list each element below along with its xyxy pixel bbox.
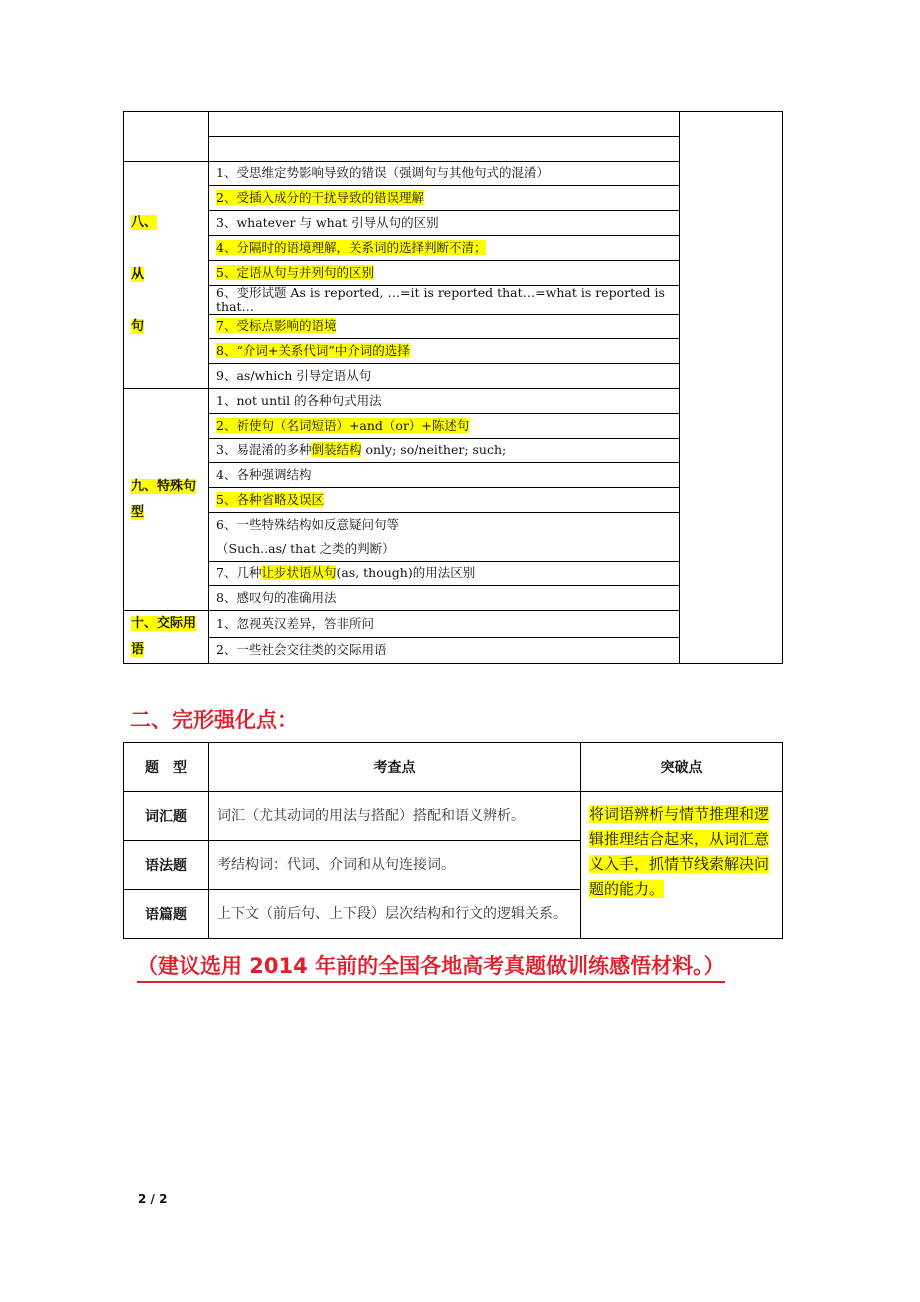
breakthrough-text: 将词语辨析与情节推理和逻辑推理结合起来，从词汇意义入手，抓情节线索解决问题的能力。 <box>589 805 770 898</box>
breakthrough-cell <box>581 792 783 939</box>
item-text: 7、几种让步状语从句(as, though)的用法区别 <box>216 565 476 581</box>
item-text: 9、as/which 引导定语从句 <box>216 368 372 384</box>
list-item <box>209 136 680 161</box>
category-label: 型 <box>131 504 145 520</box>
list-item <box>209 260 680 285</box>
row-desc: 上下文（前后句、上下段）层次结构和行文的逻辑关系。 <box>209 890 581 939</box>
list-item <box>209 561 680 586</box>
highlighted-phrase: 倒装结构 <box>311 442 362 458</box>
category-label: 句 <box>131 318 145 334</box>
cloze-points-table <box>123 742 783 939</box>
list-item <box>209 235 680 260</box>
blank-column <box>680 112 783 664</box>
list-item <box>209 314 680 339</box>
table-row <box>124 112 783 137</box>
item-text: 3、whatever 与 what 引导从句的区别 <box>216 215 439 231</box>
item-text: 4、分隔时的语境理解，关系词的选择判断不清； <box>216 239 487 255</box>
item-text: 8、“介词+关系代词”中介词的选择 <box>216 343 410 359</box>
list-item <box>209 586 680 611</box>
category-cell <box>124 611 209 664</box>
item-text: 5、各种省略及误区 <box>216 492 324 508</box>
list-item <box>209 413 680 438</box>
category-cell <box>124 388 209 610</box>
list-item <box>209 112 680 137</box>
category-label: 八、 <box>131 214 158 230</box>
list-item <box>209 488 680 513</box>
header-breakthrough: 突破点 <box>581 743 783 792</box>
list-item <box>209 463 680 488</box>
category-label: 九、特殊句 <box>131 478 197 494</box>
header-type: 题 型 <box>124 743 209 792</box>
item-text: 6、变形试题 As is reported, …=it is reported that…=what is reported is that… <box>216 284 665 314</box>
category-cell <box>124 112 209 162</box>
item-text: 8、感叹句的准确用法 <box>216 590 337 606</box>
item-text: 7、受标点影响的语境 <box>216 318 337 334</box>
row-desc: 考结构词：代词、介词和从句连接词。 <box>209 841 581 890</box>
row-desc: 词汇（尤其动词的用法与搭配）搭配和语义辨析。 <box>209 792 581 841</box>
category-label: 从 <box>131 266 145 282</box>
item-text: 1、受思维定势影响导致的错误（强调句与其他句式的混淆） <box>216 165 549 181</box>
row-type: 语篇题 <box>124 890 209 939</box>
item-text: 2、一些社会交往类的交际用语 <box>216 642 387 658</box>
row-type: 词汇题 <box>124 792 209 841</box>
item-text: 1、not until 的各种句式用法 <box>216 392 382 408</box>
row-type: 语法题 <box>124 841 209 890</box>
item-text: 4、各种强调结构 <box>216 467 312 483</box>
list-item <box>209 611 680 638</box>
list-item <box>209 364 680 389</box>
list-item <box>209 211 680 236</box>
list-item <box>209 512 680 536</box>
list-item <box>209 285 680 314</box>
list-item <box>209 637 680 664</box>
list-item <box>209 186 680 211</box>
item-text: 2、祈使句（名词短语）+and（or）+陈述句 <box>216 417 470 433</box>
advice-note: （建议选用 2014 年前的全国各地高考真题做训练感悟材料。） <box>137 950 725 983</box>
category-cell <box>124 161 209 388</box>
list-item <box>209 388 680 413</box>
table-row <box>124 792 783 841</box>
list-item <box>209 537 680 561</box>
grammar-points-table <box>123 111 783 664</box>
highlighted-phrase: 让步状语从句 <box>261 565 337 581</box>
category-label: 语 <box>131 642 145 658</box>
item-text: 2、受插入成分的干扰导致的错误理解 <box>216 190 424 206</box>
item-text: 6、一些特殊结构如反意疑问句等 <box>216 516 399 532</box>
list-item <box>209 339 680 364</box>
category-label: 十、交际用 <box>131 616 197 632</box>
list-item <box>209 161 680 186</box>
page-number: 2 / 2 <box>138 1192 168 1206</box>
item-text: （Such..as/ that 之类的判断） <box>216 540 395 556</box>
item-text: 5、定语从句与并列句的区别 <box>216 264 374 280</box>
header-focus: 考查点 <box>209 743 581 792</box>
item-text: 3、易混淆的多种倒装结构 only; so/neither; such; <box>216 442 507 458</box>
section-title: 二、完形强化点： <box>130 708 298 732</box>
item-text: 1、忽视英汉差异，答非所问 <box>216 615 374 631</box>
list-item <box>209 438 680 463</box>
